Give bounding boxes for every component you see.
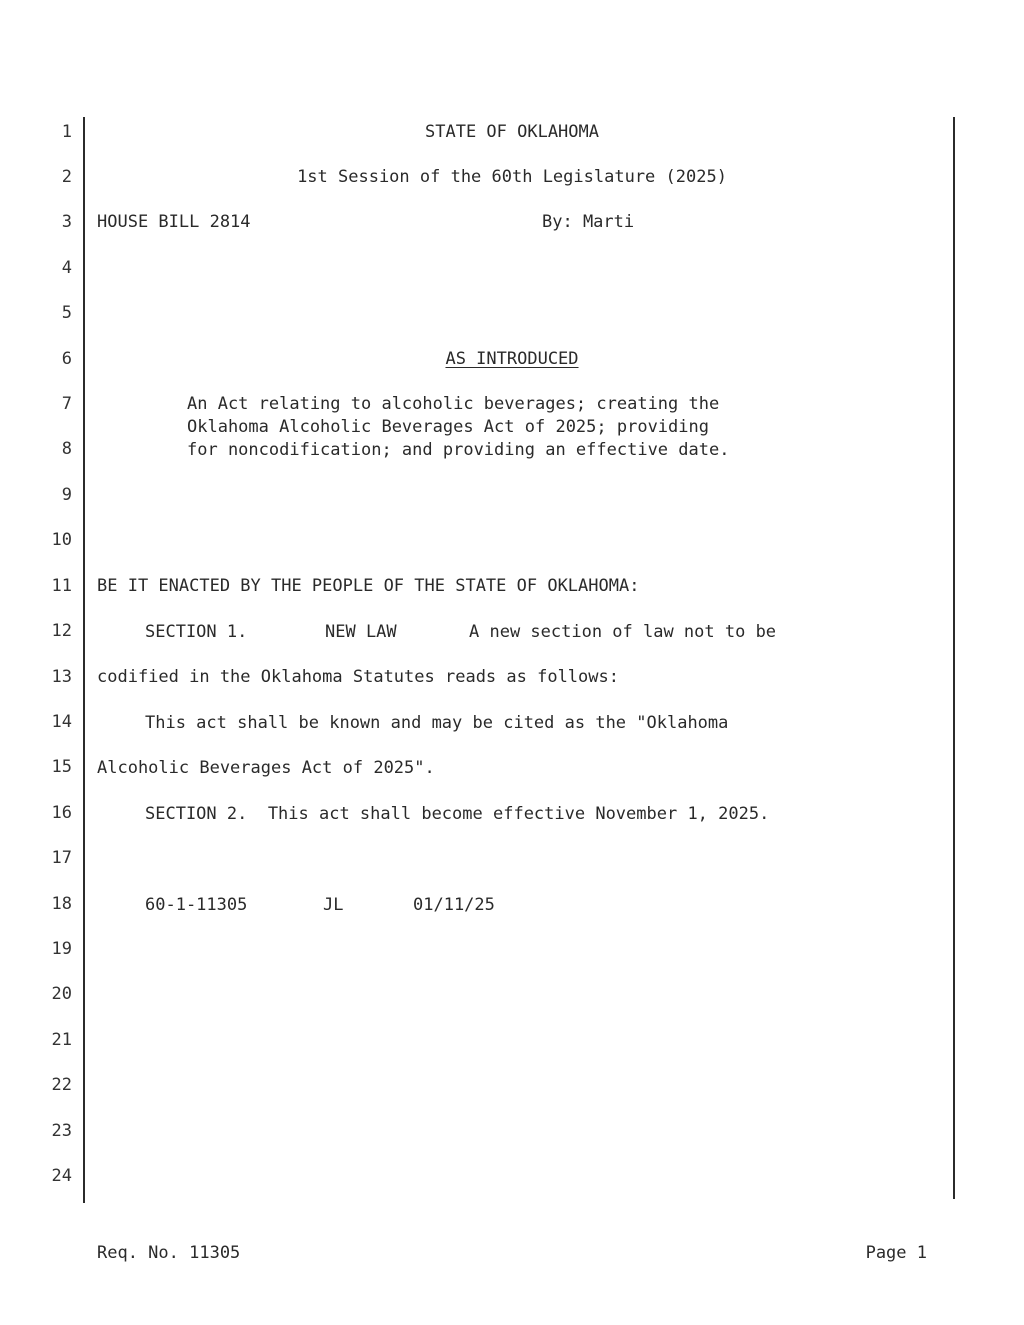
line-number: 13 [51, 667, 72, 687]
section-1-label: NEW LAW [325, 622, 397, 642]
section-1-text: A new section of law not to be [469, 622, 777, 642]
drafter-initials: JL [323, 895, 344, 915]
line-number: 1 [61, 122, 72, 142]
title-line: for noncodification; and providing an effective date. [187, 440, 730, 460]
bill-number: HOUSE BILL 2814 [97, 212, 251, 232]
line-number: 18 [51, 894, 72, 914]
line-number: 9 [61, 485, 72, 505]
title-line: An Act relating to alcoholic beverages; creating the [187, 394, 720, 414]
title-line: Oklahoma Alcoholic Beverages Act of 2025; providing [187, 417, 709, 437]
session-heading: 1st Session of the 60th Legislature (2025) [297, 167, 727, 187]
line-number: 23 [51, 1121, 72, 1141]
drafting-date: 01/11/25 [413, 895, 495, 915]
enacting-clause: BE IT ENACTED BY THE PEOPLE OF THE STATE OF OKLAHOMA: [97, 576, 640, 596]
page-number: Page 1 [865, 1243, 927, 1263]
section-1-heading: SECTION 1. [145, 622, 248, 642]
bill-status: AS INTRODUCED [445, 349, 579, 369]
request-number: Req. No. 11305 [97, 1243, 241, 1263]
state-heading: STATE OF OKLAHOMA [425, 122, 599, 142]
line-number: 8 [61, 439, 72, 459]
line-number: 20 [51, 984, 72, 1004]
right-margin-rule [953, 117, 955, 1199]
line-number: 10 [51, 530, 72, 550]
line-number: 19 [51, 939, 72, 959]
section-1-text: codified in the Oklahoma Statutes reads as follows: [97, 667, 619, 687]
line-number: 7 [61, 394, 72, 414]
line-number: 11 [51, 576, 72, 596]
line-number: 21 [51, 1030, 72, 1050]
line-number: 12 [51, 621, 72, 641]
section-1-body: Alcoholic Beverages Act of 2025". [97, 758, 435, 778]
line-number: 4 [61, 258, 72, 278]
line-number: 15 [51, 757, 72, 777]
bill-author: By: Marti [542, 212, 635, 232]
line-number: 17 [51, 848, 72, 868]
line-number: 16 [51, 803, 72, 823]
line-number: 2 [61, 167, 72, 187]
section-1-body: This act shall be known and may be cited as the "Oklahoma [145, 713, 729, 733]
line-number: 22 [51, 1075, 72, 1095]
section-2-text: SECTION 2. This act shall become effective November 1, 2025. [145, 804, 770, 824]
line-number: 6 [61, 349, 72, 369]
line-number: 5 [61, 303, 72, 323]
drafting-code: 60-1-11305 [145, 895, 248, 915]
left-margin-rule [83, 117, 85, 1203]
line-number: 14 [51, 712, 72, 732]
line-number: 3 [61, 212, 72, 232]
line-number: 24 [51, 1166, 72, 1186]
